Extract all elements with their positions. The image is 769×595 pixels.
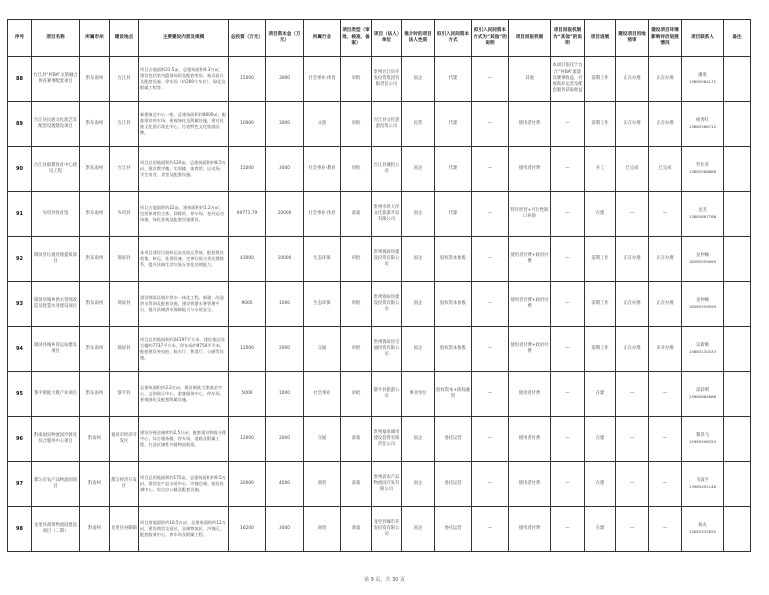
progress-cell: 在建 bbox=[585, 372, 616, 417]
capital-cell: 1000 bbox=[266, 282, 304, 327]
progress-cell: 在建 bbox=[585, 192, 616, 237]
remark-cell bbox=[724, 327, 751, 372]
env-cell: — bbox=[649, 192, 682, 237]
contact-name: 杨秀红 bbox=[696, 117, 709, 123]
nature-cell: 国企 bbox=[402, 192, 435, 237]
return-cell: 使用者付费+政府付费 bbox=[509, 237, 551, 282]
return-other-cell: — bbox=[551, 282, 585, 327]
remark-cell bbox=[724, 147, 751, 192]
contact-name: 杨丸 bbox=[698, 522, 707, 528]
row-index: 93 bbox=[8, 282, 32, 327]
return-cell: 其他 bbox=[509, 57, 551, 102]
total-investment-cell: 10000 bbox=[229, 102, 266, 147]
contact-name: 韦波平 bbox=[696, 477, 709, 483]
land-cell: — bbox=[616, 462, 649, 507]
location-cell: 福泉市经济开发区 bbox=[110, 417, 139, 462]
env-cell: 已完成 bbox=[649, 147, 682, 192]
nature-cell: 国企 bbox=[402, 147, 435, 192]
header-remark: 备注 bbox=[724, 20, 751, 57]
return-other-cell: — bbox=[551, 327, 585, 372]
contact-cell bbox=[682, 417, 724, 462]
return-cell: 使用者付费 bbox=[509, 417, 551, 462]
header-index: 序号 bbox=[8, 20, 32, 57]
nature-cell: 国企 bbox=[402, 282, 435, 327]
industry-cell: 商贸 bbox=[304, 507, 341, 552]
env-cell: 正在办理 bbox=[649, 237, 682, 282]
method-cell: 委托运营 bbox=[435, 462, 472, 507]
method-cell: 股权资本参股 bbox=[435, 237, 472, 282]
city-cell: 黔东南州 bbox=[80, 237, 110, 282]
env-cell: — bbox=[649, 417, 682, 462]
project-type-cell: 审批 bbox=[341, 102, 372, 147]
row-index: 94 bbox=[8, 327, 32, 372]
method-cell: 委托运营 bbox=[435, 417, 472, 462]
header-industry: 所属行业 bbox=[304, 20, 341, 57]
land-cell: — bbox=[616, 372, 649, 417]
capital-cell: 3000 bbox=[266, 507, 304, 552]
capital-cell: 3000 bbox=[266, 57, 304, 102]
header-project-name: 项目名称 bbox=[32, 20, 80, 57]
progress-cell: 前期工作 bbox=[585, 102, 616, 147]
contact-name: 龙仲楠 bbox=[696, 252, 709, 258]
capital-cell: 3000 bbox=[266, 102, 304, 147]
contact-cell bbox=[682, 192, 724, 237]
owner-cell: 贵州锦屏县交通投资有限公司 bbox=[372, 327, 402, 372]
contact-name: 龙杰 bbox=[698, 207, 707, 213]
return-cell: 使用者付费+政府付费 bbox=[509, 327, 551, 372]
project-type-cell: 审批 bbox=[341, 237, 372, 282]
return-cell: 使用者付费 bbox=[509, 102, 551, 147]
content-cell: 项目用地面积约10.5万㎡，总建筑面积约12万㎡，建设商贸交易区、仓储物流区、冷链区、配套服务中心、停车场及附属工程。 bbox=[139, 507, 229, 552]
remark-cell bbox=[724, 57, 751, 102]
method-cell: 代建 bbox=[435, 192, 472, 237]
location-cell: 台江县 bbox=[110, 147, 139, 192]
contact-phone: 15085331852 bbox=[688, 529, 717, 534]
owner-cell: 台江县文化旅游投资公司 bbox=[372, 102, 402, 147]
remark-cell bbox=[724, 237, 751, 282]
method-other-cell: — bbox=[472, 372, 509, 417]
table-row bbox=[8, 507, 751, 552]
env-cell: 正在办理 bbox=[649, 57, 682, 102]
land-cell: 正在办理 bbox=[616, 57, 649, 102]
nature-cell: 国企 bbox=[402, 237, 435, 282]
contact-phone: 18285559999 bbox=[688, 304, 717, 309]
method-other-cell: — bbox=[472, 147, 509, 192]
content-cell: 项目占地面积21.5亩，总建筑面积4.3万㎡，建设包括室内篮球场馆及配套用房、观众看台及配套设施、停车场（约200个车位）、绿化及附属工程等。 bbox=[139, 57, 229, 102]
land-cell: 已完成 bbox=[616, 147, 649, 192]
row-index: 92 bbox=[8, 237, 32, 282]
progress-cell: 前期工作 bbox=[585, 282, 616, 327]
capital-cell: 10000 bbox=[266, 237, 304, 282]
owner-cell: 黎平县旅游公司 bbox=[372, 372, 402, 417]
method-cell: 股权资本参股 bbox=[435, 282, 472, 327]
method-other-cell: — bbox=[472, 417, 509, 462]
project-name-cell: 龙里县商贸物流园建设项目（二期） bbox=[32, 507, 80, 552]
nature-cell: 国企 bbox=[402, 327, 435, 372]
row-index: 88 bbox=[8, 57, 32, 102]
remark-cell bbox=[724, 102, 751, 147]
contact-name: 雷彩利 bbox=[696, 387, 709, 393]
method-other-cell: — bbox=[472, 57, 509, 102]
total-investment-cell: 16200 bbox=[229, 507, 266, 552]
header-nature: 推介时的项目法人性质 bbox=[402, 20, 435, 57]
return-cell: 使用者付费 bbox=[509, 507, 551, 552]
method-other-cell: — bbox=[472, 237, 509, 282]
header-return-other: 项目回报机制为“其他”的说明 bbox=[551, 20, 585, 57]
industry-cell: 社会事业 bbox=[304, 372, 341, 417]
city-cell: 黔东南州 bbox=[80, 102, 110, 147]
industry-cell: 交通 bbox=[304, 327, 341, 372]
nature-cell: 国企 bbox=[402, 417, 435, 462]
contact-name: 吴新顺 bbox=[696, 342, 709, 348]
location-cell: 锦屏县 bbox=[110, 237, 139, 282]
header-method: 拟引入民间资本方式 bbox=[435, 20, 472, 57]
contact-phone: 13885887788 bbox=[688, 214, 717, 219]
city-cell: 黔东南州 bbox=[80, 372, 110, 417]
project-type-cell: 备案 bbox=[341, 192, 372, 237]
method-other-cell: — bbox=[472, 102, 509, 147]
owner-cell: 龙里县城市开发投资有限公司 bbox=[372, 507, 402, 552]
return-other-cell: 本项目依托于台江“村BA”流量及赛事收益，开展商业运营及配套服务获取收益 bbox=[551, 57, 585, 102]
row-index: 90 bbox=[8, 147, 32, 192]
content-cell: 新建演艺中心一座，总建筑面积约8000㎡，配套建设停车场、景观绿化及附属设施，建设民族文化展示演艺中心，打造特色文化旅游品牌。 bbox=[139, 102, 229, 147]
return-other-cell: — bbox=[551, 237, 585, 282]
owner-cell: 贵州福泉城市建设投资有限责任公司 bbox=[372, 417, 402, 462]
method-other-cell: — bbox=[472, 192, 509, 237]
capital-cell: 2000 bbox=[266, 327, 304, 372]
industry-cell: 商贸 bbox=[304, 462, 341, 507]
progress-cell: 前期工作 bbox=[585, 327, 616, 372]
contact-cell bbox=[682, 372, 724, 417]
industry-cell: 社会事业·教育 bbox=[304, 147, 341, 192]
project-name-cell: 锦屏县城乡客运站建设项目 bbox=[32, 327, 80, 372]
return-cell: 使用者付费+政府付费 bbox=[509, 282, 551, 327]
contact-phone: 13885584171 bbox=[688, 79, 717, 84]
contact-cell bbox=[682, 237, 724, 282]
table-row bbox=[8, 192, 751, 237]
table-row bbox=[8, 327, 751, 372]
return-other-cell: — bbox=[551, 462, 585, 507]
project-name-cell: 台江县职教体育中心建设工程 bbox=[32, 147, 80, 192]
land-cell: — bbox=[616, 417, 649, 462]
nature-cell: 国企 bbox=[402, 507, 435, 552]
city-cell: 黔东南州 bbox=[80, 282, 110, 327]
owner-cell: 贵州锦屏县建设投资有限公司 bbox=[372, 282, 402, 327]
city-cell: 黔南州 bbox=[80, 507, 110, 552]
owner-cell: 台江县城投公司 bbox=[372, 147, 402, 192]
industry-cell: 社会事业·体育 bbox=[304, 57, 341, 102]
project-name-cell: 锦屏县垃圾处理提质项目 bbox=[32, 237, 80, 282]
method-cell: 代建 bbox=[435, 57, 472, 102]
project-name-cell: 锦屏县城乡供水管网改造及智慧水务建设项目 bbox=[32, 282, 80, 327]
industry-cell: 文旅 bbox=[304, 102, 341, 147]
return-other-cell: — bbox=[551, 147, 585, 192]
contact-cell bbox=[682, 282, 724, 327]
total-investment-cell: 20000 bbox=[229, 462, 266, 507]
location-cell: 锦屏县 bbox=[110, 282, 139, 327]
header-project-type: 项目类型（审批、核准、备案） bbox=[341, 20, 372, 57]
nature-cell: 事业单位 bbox=[402, 372, 435, 417]
table-row bbox=[8, 417, 751, 462]
total-investment-cell: 5000 bbox=[229, 372, 266, 417]
content-cell: 建设冷链仓储库约2.5万㎡，配套建设物流分拣中心、综合服务楼、停车场、道路及附属工程，打造区域性冷链物流枢纽。 bbox=[139, 417, 229, 462]
contact-phone: 13885588888 bbox=[688, 169, 717, 174]
return-other-cell: — bbox=[551, 507, 585, 552]
table-row bbox=[8, 372, 751, 417]
industry-cell: 生态环保 bbox=[304, 237, 341, 282]
contact-phone: 18285559999 bbox=[688, 259, 717, 264]
remark-cell bbox=[724, 417, 751, 462]
nature-cell: 国企 bbox=[402, 57, 435, 102]
env-cell: — bbox=[649, 507, 682, 552]
progress-cell: 在建 bbox=[585, 507, 616, 552]
project-name-cell: 黎平侗族大歌产业项目 bbox=[32, 372, 80, 417]
industry-cell: 交通 bbox=[304, 417, 341, 462]
project-type-cell: 备案 bbox=[341, 507, 372, 552]
project-type-cell: 审批 bbox=[341, 282, 372, 327]
owner-cell: 贵州锦屏县建设投资有限公司 bbox=[372, 237, 402, 282]
contact-phone: 13885586712 bbox=[688, 124, 717, 129]
method-cell: 代建 bbox=[435, 147, 472, 192]
location-cell: 锦屏县 bbox=[110, 327, 139, 372]
project-type-cell: 审批 bbox=[341, 57, 372, 102]
content-cell: 建设锦屏县城乡供水一体化工程，新建、改造供水管网及配套设施，建设智慧水务管理平台，提升县域供水保障能力与水质安全。 bbox=[139, 282, 229, 327]
capital-cell: 3000 bbox=[266, 147, 304, 192]
table-row bbox=[8, 147, 751, 192]
nature-cell: 民营 bbox=[402, 102, 435, 147]
table-row bbox=[8, 102, 751, 147]
header-progress: 项目进展 bbox=[585, 20, 616, 57]
row-index: 97 bbox=[8, 462, 32, 507]
land-cell: 正在办理 bbox=[616, 102, 649, 147]
capital-cell: 20000 bbox=[266, 192, 304, 237]
contact-phone: 13985491148 bbox=[688, 484, 717, 489]
total-investment-cell: 69771.79 bbox=[229, 192, 266, 237]
content-cell: 项目占地面积约22亩，建筑面积约1.2万㎡，包括体育馆主体、训练馆、停车场、室外运动场地、绿化景观及配套设施建设。 bbox=[139, 192, 229, 237]
industry-cell: 生态环保 bbox=[304, 282, 341, 327]
env-cell: 未开办理 bbox=[649, 327, 682, 372]
project-type-cell: 备案 bbox=[341, 417, 372, 462]
land-cell: 正在办理 bbox=[616, 237, 649, 282]
project-name-cell: 岑巩县体育馆 bbox=[32, 192, 80, 237]
project-name-cell: 黔南福泉物流园冷链及综合服务中心项目 bbox=[32, 417, 80, 462]
method-cell: 委托运营 bbox=[435, 507, 472, 552]
project-type-cell: 审批 bbox=[341, 372, 372, 417]
land-cell: 正在办理 bbox=[616, 282, 649, 327]
owner-cell: 贵州岑巩大洋文化旅游开发有限公司 bbox=[372, 192, 402, 237]
location-cell: 都匀经济开发区 bbox=[110, 462, 139, 507]
total-investment-cell: 12000 bbox=[229, 327, 266, 372]
env-cell: — bbox=[649, 462, 682, 507]
row-index: 98 bbox=[8, 507, 32, 552]
city-cell: 黔南州 bbox=[80, 462, 110, 507]
location-cell: 岑巩县 bbox=[110, 192, 139, 237]
city-cell: 黔南州 bbox=[80, 417, 110, 462]
project-name-cell: 台江县民族文化演艺及配套设施建设项目 bbox=[32, 102, 80, 147]
return-other-cell: — bbox=[551, 192, 585, 237]
env-cell: — bbox=[649, 372, 682, 417]
contact-phone: 13985684886 bbox=[688, 394, 717, 399]
content-cell: 总建筑面积约3.2万㎡，建设侗族大歌演艺中心、文创展示中心、游客服务中心、停车场、景观绿化及配套附属设施。 bbox=[139, 372, 229, 417]
header-method-other: 拟引入民间资本方式为“其他”的说明 bbox=[472, 20, 509, 57]
header-owner: 项目（法人）单位 bbox=[372, 20, 402, 57]
row-index: 89 bbox=[8, 102, 32, 147]
row-index: 95 bbox=[8, 372, 32, 417]
header-location: 建设地点 bbox=[110, 20, 139, 57]
return-other-cell: — bbox=[551, 417, 585, 462]
header-capital: 项目资本金（万元） bbox=[266, 20, 304, 57]
page-number: 第 9 页，共 30 页 bbox=[364, 577, 405, 583]
document-page bbox=[7, 19, 750, 552]
table-row bbox=[8, 282, 751, 327]
progress-cell: 前期工作 bbox=[585, 237, 616, 282]
remark-cell bbox=[724, 462, 751, 507]
method-other-cell: — bbox=[472, 282, 509, 327]
contact-name: 潘勇 bbox=[698, 72, 707, 78]
owner-cell: 贵州省农产品物流园开发有限公司 bbox=[372, 462, 402, 507]
contact-cell bbox=[682, 462, 724, 507]
location-cell: 黎平县 bbox=[110, 372, 139, 417]
method-other-cell: — bbox=[472, 507, 509, 552]
env-cell: 正在办理 bbox=[649, 102, 682, 147]
table-row bbox=[8, 462, 751, 507]
method-cell: 股权资本参股 bbox=[435, 327, 472, 372]
content-cell: 本项目建设垃圾转运站及收运系统，配套建设收集、转运、处理设备，完善垃圾分类处理体系，提升县域生活垃圾无害化处理能力。 bbox=[139, 237, 229, 282]
return-other-cell: — bbox=[551, 102, 585, 147]
capital-cell: 4000 bbox=[266, 462, 304, 507]
project-type-cell: 审批 bbox=[341, 147, 372, 192]
contact-cell bbox=[682, 507, 724, 552]
total-investment-cell: 15000 bbox=[229, 57, 266, 102]
project-table bbox=[7, 19, 751, 552]
nature-cell: 国企 bbox=[402, 462, 435, 507]
project-type-cell: 审批 bbox=[341, 327, 372, 372]
header-total-investment: 总投资（万元） bbox=[229, 20, 266, 57]
header-content: 主要建设内容及规模 bbox=[139, 20, 229, 57]
header-land: 建设项目用地预审 bbox=[616, 20, 649, 57]
land-cell: — bbox=[616, 192, 649, 237]
progress-cell: 在建 bbox=[585, 417, 616, 462]
contact-name: 罗仕荣 bbox=[696, 162, 709, 168]
remark-cell bbox=[724, 372, 751, 417]
progress-cell: 开工 bbox=[585, 147, 616, 192]
method-other-cell: — bbox=[472, 327, 509, 372]
remark-cell bbox=[724, 282, 751, 327]
owner-cell: 贵州台江县开发投资集团有限责任公司 bbox=[372, 57, 402, 102]
location-cell: 龙里县谷脚镇 bbox=[110, 507, 139, 552]
capital-cell: 1000 bbox=[266, 372, 304, 417]
table-header-row bbox=[8, 20, 751, 57]
return-cell: 使用者付费 bbox=[509, 147, 551, 192]
contact-cell bbox=[682, 327, 724, 372]
content-cell: 项目总用地面积约175亩，总建筑面积约8.5万㎡，建设农产品交易中心、冷链仓储、检验检测中心、综合办公楼及配套设施。 bbox=[139, 462, 229, 507]
contact-cell bbox=[682, 102, 724, 147]
location-cell: 台江县 bbox=[110, 102, 139, 147]
header-city: 所属市州 bbox=[80, 20, 110, 57]
total-investment-cell: 15000 bbox=[229, 147, 266, 192]
return-other-cell: — bbox=[551, 372, 585, 417]
return-cell: 使用者付费 bbox=[509, 372, 551, 417]
land-cell: — bbox=[616, 507, 649, 552]
contact-cell bbox=[682, 147, 724, 192]
project-type-cell: 备案 bbox=[341, 462, 372, 507]
progress-cell: 前期工作 bbox=[585, 57, 616, 102]
method-other-cell: — bbox=[472, 462, 509, 507]
contact-phone: 15985596325 bbox=[688, 439, 717, 444]
project-name-cell: 都匀市农产品物流园项目 bbox=[32, 462, 80, 507]
contact-name: 黎泽飞 bbox=[696, 432, 709, 438]
row-index: 91 bbox=[8, 192, 32, 237]
env-cell: 正在办理 bbox=[649, 282, 682, 327]
method-cell: 代建 bbox=[435, 102, 472, 147]
header-contact: 项目联系人 bbox=[682, 20, 724, 57]
header-env: 建设项目环境影响评价进展情况 bbox=[649, 20, 682, 57]
table-row bbox=[8, 57, 751, 102]
method-cell: 股权资本+债权融资 bbox=[435, 372, 472, 417]
city-cell: 黔东南州 bbox=[80, 192, 110, 237]
industry-cell: 社会事业·体育 bbox=[304, 192, 341, 237]
city-cell: 黔东南州 bbox=[80, 147, 110, 192]
return-cell: 特许经营+可行性缺口补助 bbox=[509, 192, 551, 237]
project-name-cell: 台江县“村BA”文旅融合体育赛事配套项目 bbox=[32, 57, 80, 102]
row-index: 96 bbox=[8, 417, 32, 462]
total-investment-cell: 12000 bbox=[229, 417, 266, 462]
land-cell: 正在办理 bbox=[616, 327, 649, 372]
contact-cell bbox=[682, 57, 724, 102]
progress-cell: 在建 bbox=[585, 462, 616, 507]
return-cell: 使用者付费 bbox=[509, 462, 551, 507]
city-cell: 黔东南州 bbox=[80, 57, 110, 102]
total-investment-cell: 9000 bbox=[229, 282, 266, 327]
content-cell: 项目总用地面积约120亩，总建筑面积约8.5万㎡，建设教学楼、实训楼、体育馆、运动场、学生宿舍、食堂及配套设施。 bbox=[139, 147, 229, 192]
location-cell: 台江县 bbox=[110, 57, 139, 102]
content-cell: 项目总用地面积约24197平方米，建设客运综合楼约7737平方米、停车场约9750平方米，配套建设充电桩、候车厅、售票厅、公厕等设施。 bbox=[139, 327, 229, 372]
total-investment-cell: 43000 bbox=[229, 237, 266, 282]
contact-name: 龙仲楠 bbox=[696, 297, 709, 303]
capital-cell: 2000 bbox=[266, 417, 304, 462]
remark-cell bbox=[724, 507, 751, 552]
header-return: 项目回报机制 bbox=[509, 20, 551, 57]
city-cell: 黔东南州 bbox=[80, 327, 110, 372]
contact-phone: 13885130333 bbox=[688, 349, 717, 354]
table-row bbox=[8, 237, 751, 282]
remark-cell bbox=[724, 192, 751, 237]
